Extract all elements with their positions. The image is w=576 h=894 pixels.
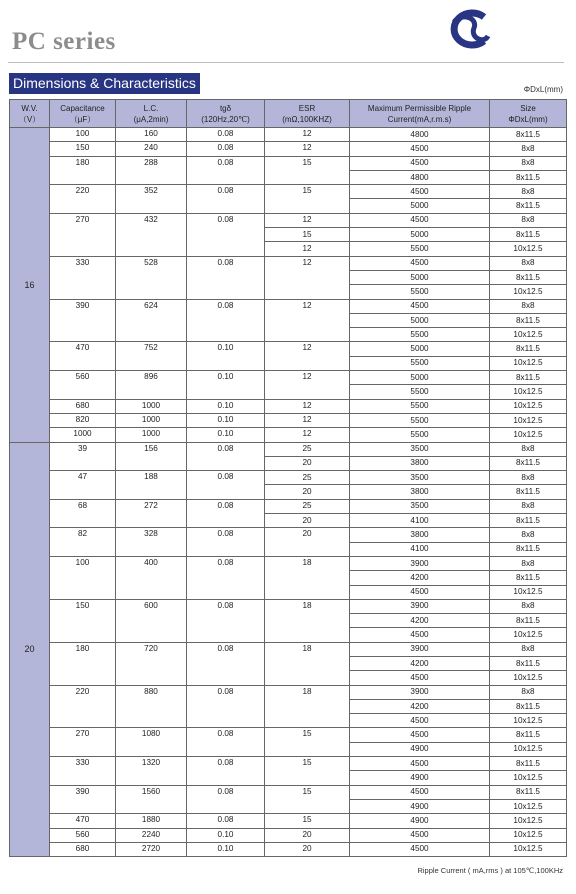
table-row (10, 442, 567, 456)
lc-cell: 752 (116, 342, 187, 371)
tg-delta-cell: 0.08 (187, 442, 265, 471)
esr-cell: 18 (265, 642, 350, 685)
capacitance-cell: 560 (50, 828, 116, 842)
lc-cell: 328 (116, 528, 187, 557)
capacitance-cell: 100 (50, 128, 116, 142)
ripple-current-cell: 4900 (350, 814, 490, 828)
table-row (10, 128, 567, 142)
esr-cell: 12 (265, 142, 350, 156)
column-header-lc (116, 100, 187, 128)
section-title: Dimensions & Characteristics (9, 73, 200, 94)
esr-cell: 12 (265, 428, 350, 442)
table-row (10, 213, 567, 227)
size-cell: 8x8 (490, 185, 567, 199)
ripple-current-cell: 5500 (350, 399, 490, 413)
lc-cell: 352 (116, 185, 187, 214)
size-cell: 8x8 (490, 685, 567, 699)
size-cell: 10x12.5 (490, 242, 567, 256)
ripple-current-cell: 5500 (350, 242, 490, 256)
esr-cell: 15 (265, 757, 350, 786)
capacitance-cell: 68 (50, 499, 116, 528)
wv-cell: 16 (10, 128, 50, 443)
ripple-current-cell: 4500 (350, 585, 490, 599)
size-cell: 8x8 (490, 499, 567, 513)
capacitance-cell: 680 (50, 399, 116, 413)
ripple-current-cell: 3800 (350, 528, 490, 542)
ripple-current-cell: 4500 (350, 256, 490, 270)
ripple-current-cell: 4200 (350, 614, 490, 628)
column-header-ripple-current (350, 100, 490, 128)
ripple-current-cell: 4100 (350, 542, 490, 556)
esr-cell: 15 (265, 785, 350, 814)
ripple-current-cell: 4500 (350, 628, 490, 642)
lc-cell: 1000 (116, 413, 187, 427)
size-cell: 8x11.5 (490, 170, 567, 184)
size-cell: 8x8 (490, 528, 567, 542)
tg-delta-cell: 0.08 (187, 556, 265, 599)
capacitance-cell: 1000 (50, 428, 116, 442)
capacitance-cell: 390 (50, 785, 116, 814)
header-divider (8, 62, 564, 63)
ripple-current-cell: 4500 (350, 828, 490, 842)
size-cell: 8x8 (490, 299, 567, 313)
size-cell: 8x11.5 (490, 542, 567, 556)
tg-delta-cell: 0.10 (187, 342, 265, 371)
capacitance-cell: 330 (50, 757, 116, 786)
table-row (10, 785, 567, 799)
table-row (10, 842, 567, 856)
ripple-current-cell: 4500 (350, 785, 490, 799)
capacitance-cell: 470 (50, 342, 116, 371)
footer-note: Ripple Current ( mA,rms ) at 105℃,100KHz (417, 866, 563, 875)
column-header-line: Capacitance (60, 103, 105, 113)
column-header-capacitance (50, 100, 116, 128)
size-cell: 10x12.5 (490, 814, 567, 828)
capacitance-cell: 680 (50, 842, 116, 856)
column-header-line: L.C. (143, 103, 159, 113)
esr-cell: 25 (265, 471, 350, 485)
column-header-esr (265, 100, 350, 128)
size-cell: 8x8 (490, 256, 567, 270)
esr-cell: 12 (265, 242, 350, 256)
capacitance-cell: 470 (50, 814, 116, 828)
esr-cell: 12 (265, 213, 350, 227)
column-header-line: （V） (18, 114, 41, 124)
ripple-current-cell: 4500 (350, 213, 490, 227)
size-cell: 10x12.5 (490, 842, 567, 856)
ripple-current-cell: 4900 (350, 771, 490, 785)
size-cell: 8x11.5 (490, 371, 567, 385)
column-header-line: (120Hz,20℃) (201, 114, 250, 124)
size-cell: 10x12.5 (490, 356, 567, 370)
capacitance-cell: 560 (50, 371, 116, 400)
size-cell: 8x11.5 (490, 514, 567, 528)
capacitance-cell: 180 (50, 156, 116, 185)
tg-delta-cell: 0.10 (187, 399, 265, 413)
tg-delta-cell: 0.08 (187, 814, 265, 828)
ripple-current-cell: 5500 (350, 356, 490, 370)
lc-cell: 160 (116, 128, 187, 142)
size-cell: 8x8 (490, 442, 567, 456)
ripple-current-cell: 4500 (350, 185, 490, 199)
table-row (10, 185, 567, 199)
ripple-current-cell: 5000 (350, 270, 490, 284)
ripple-current-cell: 4200 (350, 699, 490, 713)
esr-cell: 12 (265, 256, 350, 299)
lc-cell: 1560 (116, 785, 187, 814)
tg-delta-cell: 0.08 (187, 471, 265, 500)
capacitance-cell: 100 (50, 556, 116, 599)
tg-delta-cell: 0.10 (187, 371, 265, 400)
table-row (10, 528, 567, 542)
size-cell: 10x12.5 (490, 671, 567, 685)
tg-delta-cell: 0.08 (187, 185, 265, 214)
size-cell: 8x11.5 (490, 228, 567, 242)
size-cell: 8x8 (490, 642, 567, 656)
table-row (10, 814, 567, 828)
tg-delta-cell: 0.08 (187, 728, 265, 757)
capacitance-cell: 390 (50, 299, 116, 342)
esr-cell: 20 (265, 528, 350, 557)
size-cell: 8x11.5 (490, 571, 567, 585)
ripple-current-cell: 5500 (350, 285, 490, 299)
capacitance-cell: 82 (50, 528, 116, 557)
ripple-current-cell: 4500 (350, 757, 490, 771)
lc-cell: 1320 (116, 757, 187, 786)
capacitance-cell: 39 (50, 442, 116, 471)
size-cell: 10x12.5 (490, 828, 567, 842)
table-row (10, 685, 567, 699)
tg-delta-cell: 0.08 (187, 256, 265, 299)
size-cell: 8x8 (490, 142, 567, 156)
esr-cell: 18 (265, 685, 350, 728)
ripple-current-cell: 5000 (350, 342, 490, 356)
column-header-line: （μF） (69, 114, 96, 124)
capacitance-cell: 47 (50, 471, 116, 500)
column-header-line: (μA,2min) (133, 114, 169, 124)
esr-cell: 15 (265, 185, 350, 214)
ripple-current-cell: 3800 (350, 485, 490, 499)
lc-cell: 288 (116, 156, 187, 185)
size-cell: 8x11.5 (490, 728, 567, 742)
tg-delta-cell: 0.10 (187, 828, 265, 842)
lc-cell: 1880 (116, 814, 187, 828)
capacitance-cell: 330 (50, 256, 116, 299)
capacitance-cell: 270 (50, 213, 116, 256)
table-row (10, 499, 567, 513)
size-cell: 10x12.5 (490, 742, 567, 756)
esr-cell: 12 (265, 128, 350, 142)
table-row (10, 342, 567, 356)
column-header-tg-delta (187, 100, 265, 128)
tg-delta-cell: 0.08 (187, 128, 265, 142)
lc-cell: 432 (116, 213, 187, 256)
table-row (10, 428, 567, 442)
table-header-row (10, 100, 567, 128)
esr-cell: 12 (265, 413, 350, 427)
ripple-current-cell: 3900 (350, 599, 490, 613)
esr-cell: 12 (265, 342, 350, 371)
table-body (10, 128, 567, 857)
tg-delta-cell: 0.08 (187, 499, 265, 528)
ripple-current-cell: 4500 (350, 156, 490, 170)
table-row (10, 599, 567, 613)
capacitance-cell: 270 (50, 728, 116, 757)
ripple-current-cell: 4900 (350, 799, 490, 813)
size-cell: 10x12.5 (490, 428, 567, 442)
esr-cell: 12 (265, 299, 350, 342)
size-cell: 8x8 (490, 471, 567, 485)
table-row (10, 757, 567, 771)
size-cell: 8x11.5 (490, 342, 567, 356)
esr-cell: 15 (265, 814, 350, 828)
ripple-current-cell: 4100 (350, 514, 490, 528)
size-cell: 8x11.5 (490, 456, 567, 470)
tg-delta-cell: 0.08 (187, 642, 265, 685)
esr-cell: 12 (265, 399, 350, 413)
tg-delta-cell: 0.10 (187, 428, 265, 442)
size-cell: 8x8 (490, 556, 567, 570)
size-cell: 10x12.5 (490, 413, 567, 427)
esr-cell: 20 (265, 842, 350, 856)
ripple-current-cell: 3500 (350, 471, 490, 485)
lc-cell: 720 (116, 642, 187, 685)
size-cell: 8x11.5 (490, 757, 567, 771)
size-cell: 10x12.5 (490, 328, 567, 342)
table-row (10, 471, 567, 485)
esr-cell: 18 (265, 599, 350, 642)
tg-delta-cell: 0.08 (187, 685, 265, 728)
ripple-current-cell: 3900 (350, 685, 490, 699)
capacitance-cell: 150 (50, 599, 116, 642)
esr-cell: 25 (265, 442, 350, 456)
table-row (10, 371, 567, 385)
tg-delta-cell: 0.08 (187, 528, 265, 557)
esr-cell: 15 (265, 728, 350, 757)
size-cell: 8x11.5 (490, 699, 567, 713)
column-header-line: ΦDxL(mm) (508, 114, 548, 124)
table-row (10, 156, 567, 170)
esr-cell: 20 (265, 456, 350, 470)
column-header-line: (mΩ,100KHZ) (282, 114, 332, 124)
size-cell: 10x12.5 (490, 771, 567, 785)
esr-cell: 15 (265, 228, 350, 242)
table-row (10, 399, 567, 413)
ripple-current-cell: 3500 (350, 442, 490, 456)
characteristics-table (9, 99, 567, 857)
table-row (10, 256, 567, 270)
lc-cell: 528 (116, 256, 187, 299)
lc-cell: 1080 (116, 728, 187, 757)
capacitance-cell: 220 (50, 185, 116, 214)
capacitance-cell: 220 (50, 685, 116, 728)
size-cell: 8x11.5 (490, 270, 567, 284)
ripple-current-cell: 3900 (350, 556, 490, 570)
lc-cell: 188 (116, 471, 187, 500)
lc-cell: 896 (116, 371, 187, 400)
esr-cell: 20 (265, 828, 350, 842)
size-cell: 8x11.5 (490, 656, 567, 670)
capacitance-cell: 180 (50, 642, 116, 685)
lc-cell: 400 (116, 556, 187, 599)
ripple-current-cell: 5500 (350, 428, 490, 442)
table-row (10, 299, 567, 313)
size-cell: 10x12.5 (490, 714, 567, 728)
size-cell: 10x12.5 (490, 628, 567, 642)
size-cell: 8x11.5 (490, 614, 567, 628)
size-cell: 8x11.5 (490, 128, 567, 142)
column-header-line: Size (520, 103, 536, 113)
size-cell: 10x12.5 (490, 799, 567, 813)
column-header-wv (10, 100, 50, 128)
ripple-current-cell: 5000 (350, 371, 490, 385)
tg-delta-cell: 0.08 (187, 599, 265, 642)
size-cell: 8x11.5 (490, 785, 567, 799)
size-cell: 8x11.5 (490, 199, 567, 213)
tg-delta-cell: 0.08 (187, 213, 265, 256)
lc-cell: 272 (116, 499, 187, 528)
ripple-current-cell: 4800 (350, 128, 490, 142)
lc-cell: 240 (116, 142, 187, 156)
size-cell: 8x11.5 (490, 313, 567, 327)
esr-cell: 25 (265, 499, 350, 513)
size-cell: 10x12.5 (490, 285, 567, 299)
column-header-line: Current(mA,r.m.s) (387, 114, 452, 124)
lc-cell: 600 (116, 599, 187, 642)
table-row (10, 413, 567, 427)
ripple-current-cell: 5000 (350, 313, 490, 327)
tg-delta-cell: 0.08 (187, 757, 265, 786)
size-cell: 10x12.5 (490, 399, 567, 413)
table-row (10, 828, 567, 842)
ripple-current-cell: 4800 (350, 170, 490, 184)
capacitance-cell: 150 (50, 142, 116, 156)
ripple-current-cell: 4500 (350, 142, 490, 156)
ripple-current-cell: 4500 (350, 714, 490, 728)
lc-cell: 624 (116, 299, 187, 342)
size-cell: 10x12.5 (490, 585, 567, 599)
column-header-line: tgδ (219, 103, 232, 113)
ripple-current-cell: 3900 (350, 642, 490, 656)
company-logo (444, 6, 492, 52)
ripple-current-cell: 4500 (350, 299, 490, 313)
table-row (10, 728, 567, 742)
lc-cell: 2720 (116, 842, 187, 856)
esr-cell: 15 (265, 156, 350, 185)
column-header-line: ESR (298, 103, 316, 113)
ripple-current-cell: 4500 (350, 671, 490, 685)
ripple-current-cell: 5500 (350, 413, 490, 427)
size-cell: 8x11.5 (490, 485, 567, 499)
esr-cell: 12 (265, 371, 350, 400)
table-row (10, 642, 567, 656)
esr-cell: 20 (265, 485, 350, 499)
tg-delta-cell: 0.10 (187, 842, 265, 856)
size-cell: 8x8 (490, 156, 567, 170)
column-header-line: W.V. (21, 103, 38, 113)
ripple-current-cell: 4200 (350, 656, 490, 670)
ripple-current-cell: 5000 (350, 199, 490, 213)
unit-note: ΦDxL(mm) (523, 85, 563, 94)
page-title: PC series (12, 28, 116, 55)
ripple-current-cell: 5000 (350, 228, 490, 242)
capacitance-cell: 820 (50, 413, 116, 427)
lc-cell: 880 (116, 685, 187, 728)
ripple-current-cell: 5500 (350, 385, 490, 399)
lc-cell: 1000 (116, 399, 187, 413)
ripple-current-cell: 4500 (350, 842, 490, 856)
ripple-current-cell: 3800 (350, 456, 490, 470)
wv-cell: 20 (10, 442, 50, 857)
ripple-current-cell: 5500 (350, 328, 490, 342)
column-header-line: Maximum Permissible Ripple (367, 103, 472, 113)
ripple-current-cell: 4500 (350, 728, 490, 742)
lc-cell: 1000 (116, 428, 187, 442)
table-row (10, 556, 567, 570)
ripple-current-cell: 4200 (350, 571, 490, 585)
esr-cell: 20 (265, 514, 350, 528)
ripple-current-cell: 3500 (350, 499, 490, 513)
size-cell: 10x12.5 (490, 385, 567, 399)
tg-delta-cell: 0.08 (187, 785, 265, 814)
ripple-current-cell: 4900 (350, 742, 490, 756)
tg-delta-cell: 0.08 (187, 142, 265, 156)
size-cell: 8x8 (490, 213, 567, 227)
lc-cell: 2240 (116, 828, 187, 842)
tg-delta-cell: 0.10 (187, 413, 265, 427)
size-cell: 8x8 (490, 599, 567, 613)
column-header-size (490, 100, 567, 128)
esr-cell: 18 (265, 556, 350, 599)
tg-delta-cell: 0.08 (187, 156, 265, 185)
lc-cell: 156 (116, 442, 187, 471)
table-row (10, 142, 567, 156)
tg-delta-cell: 0.08 (187, 299, 265, 342)
